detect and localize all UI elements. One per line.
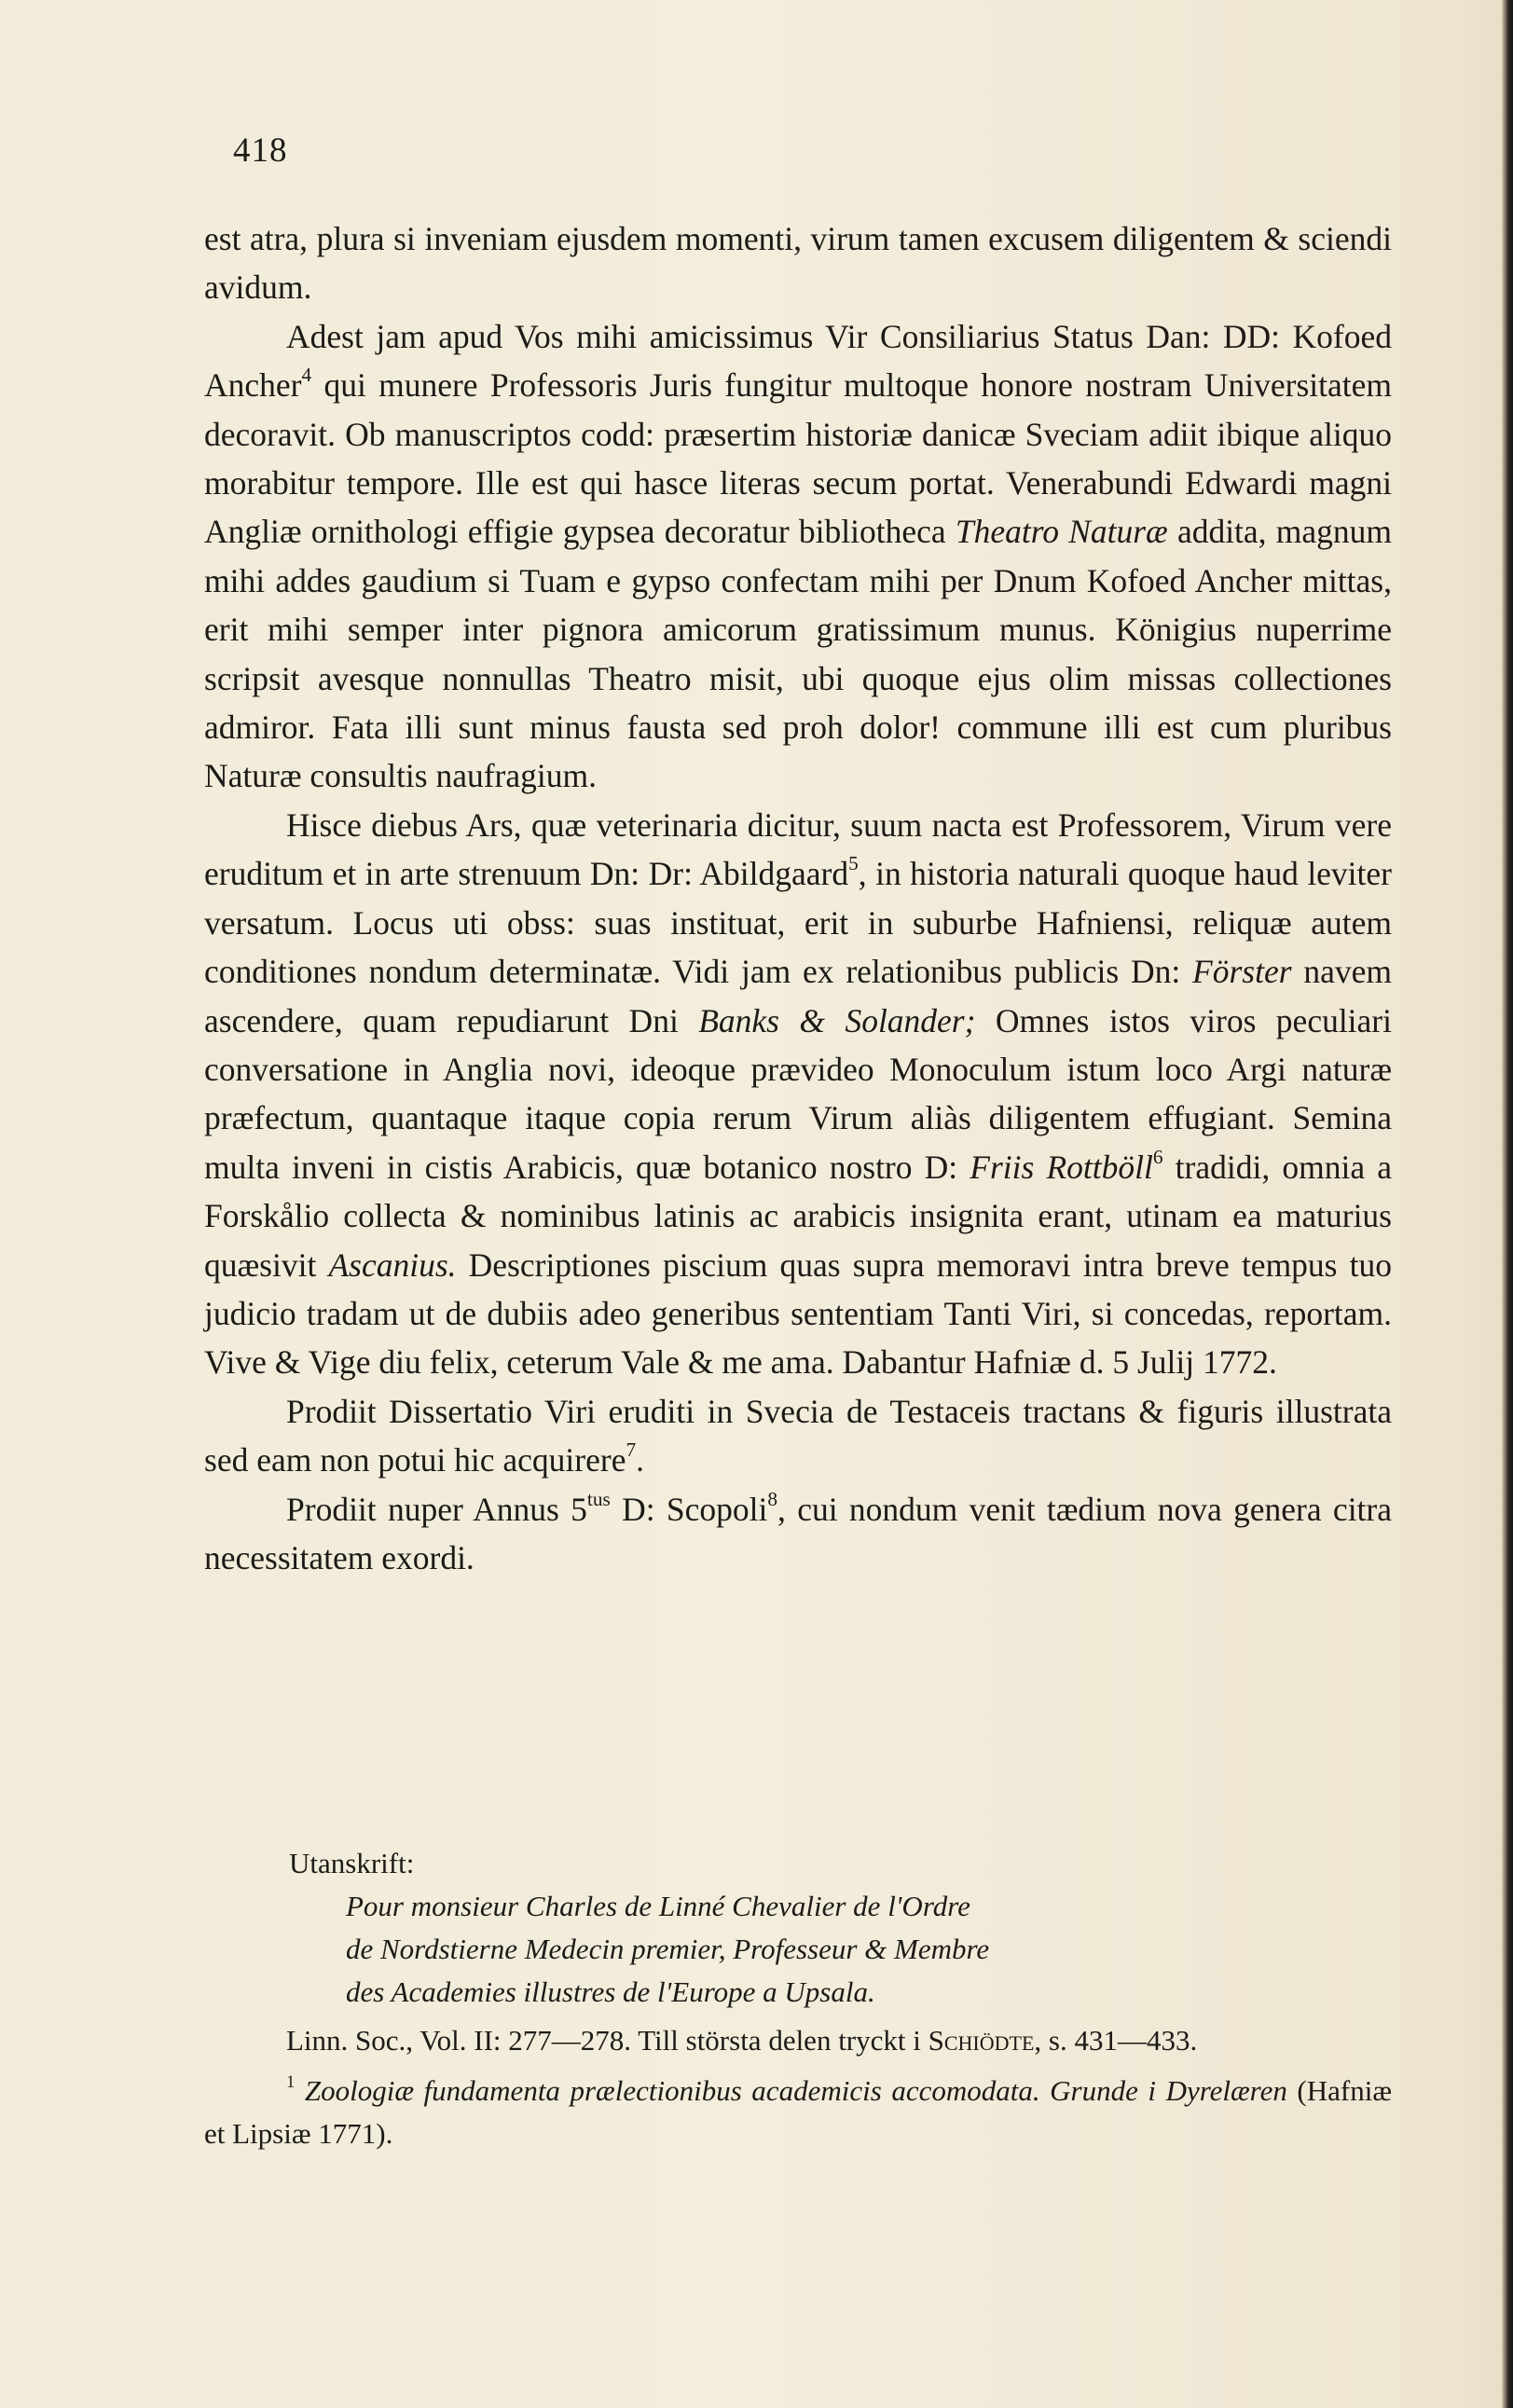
footnote-ref-8: 8: [767, 1487, 778, 1510]
italic-forster: Förster: [1192, 953, 1292, 991]
footnote-1-mark: 1: [286, 2071, 296, 2092]
paragraph-4-text-b: .: [636, 1441, 644, 1479]
italic-ascanius: Ascanius.: [328, 1245, 457, 1284]
paragraph-2-text-b: qui munere Professoris Juris fungitur multoque honore nostram Universitatem decoravit. Ob manuscriptos codd: præsertim historiæ danicæ Sveciam adiit ibique aliquo morabitur tempore. Ille est qui hasce literas secum portat. Venerabundi Edwardi magni Angliæ ornithologi effigie gypsea decoratur bibliotheca: [204, 366, 1392, 551]
address-line-1: Pour monsieur Charles de Linné Chevalier de l'Ordre: [346, 1890, 970, 1922]
footnote-ref-7: 7: [626, 1438, 637, 1462]
paragraph-2-text-a: Adest jam apud Vos mihi amicissimus Vir Consiliarius Status Dan: DD: Kofoed Ancher: [204, 317, 1392, 405]
source-note-text-a: Linn. Soc., Vol. II: 277—278. Till största delen tryckt i: [286, 2024, 928, 2057]
letter-body: [204, 214, 1392, 1582]
paragraph-3-text-d: Omnes istos viros peculiari conversatione in Anglia novi, ideoque prævideo Monoculum istum loco Argi naturæ præfectum, quantaque itaque copia rerum Virum aliàs diligentem effugiant. Semina multa inveni in cistis Arabicis, quæ botanico nostro D:: [204, 1001, 1392, 1186]
paragraph-3-text-f: Descriptiones piscium quas supra memoravi intra breve tempus tuo judicio tradam ut de dubiis adeo generibus sententiam Tanti Viri, si concedas, reportam. Vive & Vige diu felix, ceterum Vale & me ama. Dabantur Hafniæ d. 5 Julij 1772.: [204, 1245, 1392, 1382]
address-label: Utanskrift:: [289, 1847, 415, 1879]
paragraph-1: [204, 214, 1392, 312]
italic-banks-solander: Banks & Solander;: [698, 1001, 976, 1039]
italic-theatro-naturae: Theatro Naturæ: [955, 513, 1168, 551]
footnotes: [204, 2019, 1392, 2163]
address-block: [204, 1842, 1392, 2014]
page-edge-shadow: [1502, 0, 1513, 2408]
paragraph-5-text-b: D: Scopoli: [610, 1490, 768, 1528]
paragraph-1-text: est atra, plura si inveniam ejusdem momenti, virum tamen excusem diligentem & sciendi avidum.: [204, 220, 1392, 307]
footnote-ref-6: 6: [1152, 1145, 1163, 1168]
source-note-author: Schiödte: [928, 2024, 1035, 2057]
paragraph-3-text-a: Hisce diebus Ars, quæ veterinaria dicitur, suum nacta est Professorem, Virum vere eruditum et in arte strenuum Dn: Dr: Abildgaard: [204, 805, 1392, 893]
paragraph-3-text-b: , in historia naturali quoque haud leviter versatum. Locus uti obss: suas instituat, erit in suburbe Hafniensi, reliquæ autem conditiones nondum determinatæ. Vidi jam ex relationibus publicis Dn:: [204, 855, 1392, 991]
address-line-3: des Academies illustres de l'Europe a Upsala.: [346, 1975, 875, 2008]
footnote-1-title: Zoologiæ fundamenta prælectionibus academicis accomodata. Grunde i Dyrelæren: [304, 2074, 1287, 2107]
footnote-ref-4: 4: [301, 364, 312, 387]
source-note: [204, 2019, 1392, 2062]
paragraph-4-text-a: Prodiit Dissertatio Viri eruditi in Svecia de Testaceis tractans & figuris illustrata sed eam non potui hic acquirere: [204, 1392, 1392, 1479]
footnote-ref-5: 5: [848, 852, 859, 875]
paragraph-3: [204, 801, 1392, 1387]
footnote-1-text: (Hafniæ et Lipsiæ 1771).: [204, 2074, 1392, 2150]
footnote-1: [204, 2070, 1392, 2155]
source-note-text-b: , s. 431—433.: [1034, 2024, 1198, 2057]
paragraph-4: [204, 1387, 1392, 1485]
italic-friis-rottboll: Friis Rottböll: [970, 1148, 1153, 1186]
paragraph-5-text-a: Prodiit nuper Annus 5: [286, 1490, 587, 1528]
address-line-2: de Nordstierne Medecin premier, Professeur & Membre: [346, 1933, 990, 1965]
paragraph-3-text-e: tradidi, omnia a Forskålio collecta & nominibus latinis ac arabicis insignita erant, utinam ea maturius quæsivit: [204, 1148, 1392, 1284]
paragraph-5-text-c: , cui nondum venit tædium nova genera citra necessitatem exordi.: [204, 1490, 1392, 1576]
paragraph-2-text-c: addita, magnum mihi addes gaudium si Tuam e gypso confectam mihi per Dnum Kofoed Ancher mittas, erit mihi semper inter pignora amicorum gratissimum munus. Königius nuperrime scripsit avesque nonnullas Theatro misit, ubi quoque ejus olim missas collectiones admiror. Fata illi sunt minus fausta sed proh dolor! commune illi est cum pluribus Naturæ consultis naufragium.: [204, 513, 1392, 795]
page-number: 418: [233, 131, 288, 170]
paragraph-3-text-c: navem ascendere, quam repudiarunt Dni: [204, 953, 1392, 1039]
superscript-tus: tus: [586, 1487, 611, 1510]
paragraph-2: [204, 312, 1392, 801]
paragraph-5: [204, 1485, 1392, 1583]
